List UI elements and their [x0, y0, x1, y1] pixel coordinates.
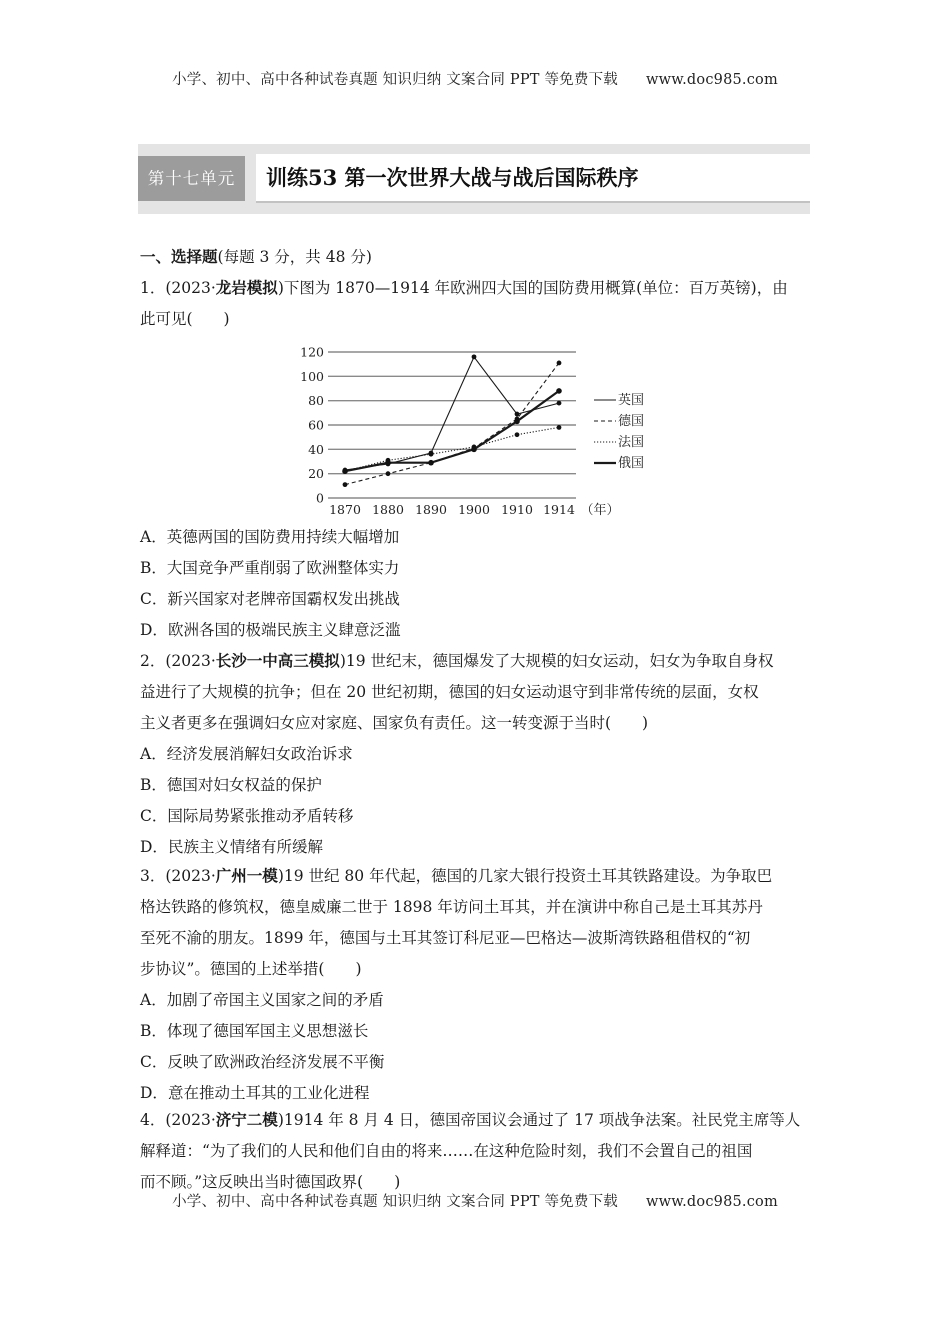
option-letter: B．	[140, 776, 167, 794]
x-tick-label: 1890	[415, 502, 447, 517]
x-tick-label: 1910	[501, 502, 533, 517]
data-point	[515, 432, 520, 437]
y-tick-label: 40	[308, 441, 324, 457]
section-heading-note: (每题 3 分，共 48 分)	[217, 248, 372, 266]
unit-tag: 第十七单元	[138, 156, 245, 201]
section-heading	[140, 242, 812, 273]
option-letter: C．	[140, 590, 168, 608]
footer-banner-url[interactable]: www.doc985.com	[645, 1194, 778, 1210]
data-point	[514, 419, 520, 425]
option-text: 英德两国的国防费用持续大幅增加	[166, 528, 400, 546]
data-point	[471, 447, 477, 453]
option-2-c[interactable]	[140, 801, 812, 832]
option-1-b[interactable]	[140, 553, 812, 584]
data-point	[515, 412, 520, 417]
question-source: 龙岩模拟	[215, 279, 278, 297]
option-1-d[interactable]	[140, 615, 812, 646]
question-block-1	[140, 242, 812, 335]
option-text: 德国对妇女权益的保护	[166, 776, 322, 794]
legend-label: 德国	[618, 414, 645, 429]
legend-label: 俄国	[618, 456, 645, 471]
question-block-2	[140, 646, 812, 863]
series-line-俄国	[345, 391, 559, 471]
question-3-line-3: 至死不渝的朋友。1899 年，德国与土耳其签订科尼亚—巴格达—波斯湾铁路租借权的“初	[140, 929, 751, 947]
question-text: )19 世纪末，德国爆发了大规模的妇女运动，妇女为争取自身权	[339, 652, 774, 670]
series-line-德国	[345, 363, 559, 485]
option-text: 民族主义情绪有所缓解	[167, 838, 323, 856]
question-2-line-2: 益进行了大规模的抗争；但在 20 世纪初期，德国的妇女运动退守到非常传统的层面，女权	[140, 683, 759, 701]
header-banner	[0, 68, 950, 89]
footer-banner-text: 小学、初中、高中各种试卷真题 知识归纳 文案合同 PPT 等免费下载	[172, 1194, 618, 1210]
option-text: 欧洲各国的极端民族主义肆意泛滥	[167, 621, 401, 639]
data-point	[557, 361, 562, 366]
question-block-3	[140, 861, 812, 1109]
option-3-c[interactable]	[140, 1047, 812, 1078]
option-text: 经济发展消解妇女政治诉求	[166, 745, 353, 763]
option-2-b[interactable]	[140, 770, 812, 801]
question-1-line-1	[140, 273, 812, 304]
question-1-options	[140, 522, 812, 646]
x-tick-label: 1914	[543, 502, 575, 517]
option-text: 体现了德国军国主义思想滋长	[166, 1022, 369, 1040]
section-heading-label: 一、选择题	[140, 248, 218, 266]
option-text: 国际局势紧张推动矛盾转移	[167, 807, 354, 825]
data-point	[386, 471, 391, 476]
y-tick-label: 0	[316, 490, 324, 506]
option-1-c[interactable]	[140, 584, 812, 615]
option-2-a[interactable]	[140, 739, 812, 770]
y-tick-label: 100	[300, 368, 324, 384]
source-prefix: (2023·	[165, 867, 216, 885]
option-text: 新兴国家对老牌帝国霸权发出挑战	[167, 590, 400, 608]
data-point	[557, 425, 562, 430]
option-1-a[interactable]	[140, 522, 812, 553]
y-tick-label: 60	[308, 417, 324, 433]
option-letter: C．	[140, 1053, 168, 1071]
question-text: )下图为 1870—1914 年欧洲四大国的国防费用概算(单位：百万英镑)，由	[277, 279, 788, 297]
question-source: 济宁二模	[215, 1111, 278, 1129]
x-tick-label: 1870	[329, 502, 361, 517]
x-tick-label: 1880	[372, 502, 404, 517]
option-letter: D．	[140, 1084, 168, 1102]
legend-label: 法国	[618, 435, 645, 450]
option-text: 加剧了帝国主义国家之间的矛盾	[166, 991, 384, 1009]
question-2-line-3: 主义者更多在强调妇女应对家庭、国家负有责任。这一转变源于当时( )	[140, 714, 649, 732]
question-3-line-2: 格达铁路的修筑权，德皇威廉二世于 1898 年访问土耳其，并在演讲中称自己是土耳其苏丹	[140, 898, 763, 916]
option-text: 反映了欧洲政治经济发展不平衡	[167, 1053, 385, 1071]
y-tick-label: 120	[300, 344, 324, 360]
option-letter: A．	[140, 991, 167, 1009]
defense-spending-chart	[290, 340, 670, 522]
data-point	[429, 452, 434, 457]
x-tick-label: 1900	[458, 502, 490, 517]
data-point	[343, 482, 348, 487]
option-2-d[interactable]	[140, 832, 812, 863]
option-letter: A．	[140, 745, 167, 763]
question-4-line-2: 解释道：“为了我们的人民和他们自由的将来……在这种危险时刻，我们不会置自己的祖国	[140, 1142, 753, 1160]
option-letter: B．	[140, 1022, 167, 1040]
question-text: )1914 年 8 月 4 日，德国帝国议会通过了 17 项战争法案。社民党主席等人	[277, 1111, 801, 1129]
question-2-line-1	[140, 646, 812, 677]
question-text: )19 世纪 80 年代起，德国的几家大银行投资土耳其铁路建设。为争取巴	[277, 867, 773, 885]
footer-banner	[0, 1190, 950, 1211]
line-chart	[290, 340, 670, 522]
data-point	[428, 460, 434, 466]
option-letter: C．	[140, 807, 168, 825]
data-point	[385, 460, 391, 466]
question-source: 广州一模	[215, 867, 278, 885]
question-number: 3．	[140, 867, 166, 885]
header-banner-text: 小学、初中、高中各种试卷真题 知识归纳 文案合同 PPT 等免费下载	[172, 72, 618, 88]
option-letter: B．	[140, 559, 167, 577]
unit-title-box	[256, 154, 810, 203]
data-point	[342, 468, 348, 474]
header-banner-url[interactable]: www.doc985.com	[645, 72, 778, 88]
option-3-b[interactable]	[140, 1016, 812, 1047]
question-source: 长沙一中高三模拟	[215, 652, 340, 670]
option-text: 意在推动土耳其的工业化进程	[167, 1084, 370, 1102]
data-point	[556, 388, 562, 394]
question-4-line-1	[140, 1105, 812, 1136]
question-number: 2．	[140, 652, 166, 670]
data-point	[557, 401, 562, 406]
source-prefix: (2023·	[165, 1111, 216, 1129]
y-tick-label: 80	[308, 393, 324, 409]
data-point	[472, 354, 477, 359]
unit-title: 训练53 第一次世界大战与战后国际秩序	[266, 165, 639, 190]
unit-header	[138, 144, 810, 214]
question-number: 4．	[140, 1111, 166, 1129]
x-axis-label: （年）	[580, 503, 620, 518]
question-number: 1．	[140, 279, 166, 297]
question-4-line-3: 而不顾。”这反映出当时德国政界( )	[140, 1173, 401, 1191]
source-prefix: (2023·	[165, 279, 216, 297]
option-letter: A．	[140, 528, 167, 546]
option-letter: D．	[140, 838, 168, 856]
option-letter: D．	[140, 621, 168, 639]
question-3-line-4: 步协议”。德国的上述举措( )	[140, 960, 362, 978]
legend-label: 英国	[618, 393, 645, 408]
option-3-a[interactable]	[140, 985, 812, 1016]
question-3-line-1	[140, 861, 812, 892]
option-text: 大国竞争严重削弱了欧洲整体实力	[166, 559, 400, 577]
question-block-4	[140, 1105, 812, 1198]
y-tick-label: 20	[308, 466, 324, 482]
source-prefix: (2023·	[165, 652, 216, 670]
question-1-line-2: 此可见( )	[140, 310, 230, 328]
